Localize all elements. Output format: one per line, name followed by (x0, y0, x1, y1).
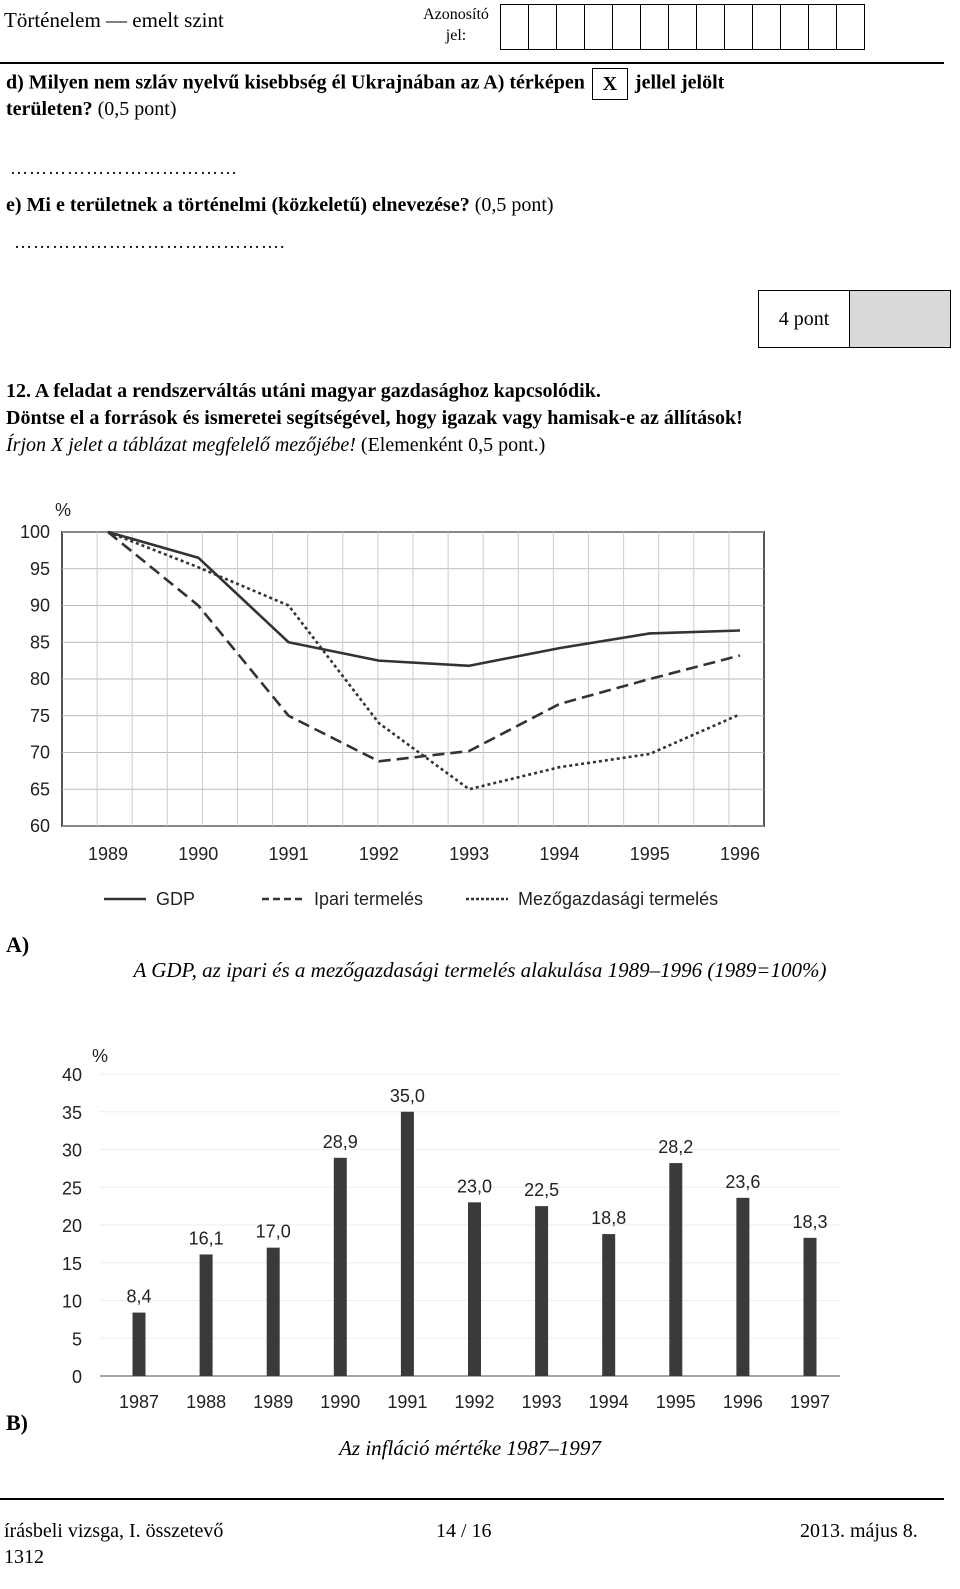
data-label: 17,0 (255, 1221, 291, 1242)
id-box[interactable] (669, 4, 697, 50)
x-tick-label: 1989 (87, 844, 129, 864)
footer-left: írásbeli vizsga, I. összetevő (4, 1520, 224, 1542)
bar-chart (0, 1040, 960, 1420)
x-tick-label: 1997 (789, 1392, 831, 1412)
id-box[interactable] (557, 4, 585, 50)
task-line1: 12. A feladat a rendszerváltás utáni magyar gazdasághoz kapcsolódik. (6, 380, 601, 402)
data-label: 16,1 (188, 1228, 224, 1249)
y-tick-label: 10 (61, 1291, 82, 1312)
bar (401, 1112, 414, 1376)
bar (133, 1313, 146, 1376)
id-box[interactable] (781, 4, 809, 50)
x-tick-label: 1994 (539, 844, 580, 864)
x-tick-label: 1995 (629, 844, 670, 864)
id-label: Azonosító jel: (423, 6, 489, 44)
question-e-text: e) Mi e területnek a történelmi (közkeletű) elnevezése? (6, 194, 470, 216)
bar (535, 1206, 548, 1376)
question-d (6, 68, 946, 100)
task-line3-italic: Írjon X jelet a táblázat megfelelő mezőjébe! (6, 434, 356, 456)
bar (736, 1198, 749, 1376)
x-tick-label: 1989 (253, 1392, 294, 1412)
header-title: Történelem — emelt szint (4, 8, 224, 32)
y-axis-label: % (55, 500, 72, 520)
y-tick-label: 80 (29, 669, 50, 689)
y-tick-label: 20 (61, 1216, 82, 1236)
task-12 (6, 378, 946, 459)
y-tick-label: 70 (29, 742, 50, 763)
id-box[interactable] (697, 4, 725, 50)
y-tick-label: 15 (61, 1253, 82, 1274)
y-tick-label: 90 (29, 595, 50, 616)
footer-page: 14 / 16 (436, 1520, 492, 1542)
data-label: 8,4 (126, 1286, 152, 1307)
data-label: 35,0 (389, 1085, 425, 1106)
x-tick-label: 1991 (387, 1392, 428, 1412)
data-label: 28,2 (658, 1137, 694, 1158)
data-label: 23,0 (456, 1176, 493, 1197)
footer-left-code: 1312 (4, 1546, 44, 1568)
task-line2: Döntse el a források és ismeretei segítségével, hogy igazak vagy hamisak-e az állítások! (6, 407, 743, 429)
id-box[interactable] (809, 4, 837, 50)
id-box[interactable] (837, 4, 865, 50)
y-tick-label: 75 (29, 705, 50, 726)
x-tick-label: 1993 (449, 844, 490, 864)
x-tick-label: 1991 (268, 844, 309, 864)
y-tick-label: 60 (29, 816, 50, 836)
bar (334, 1158, 347, 1376)
y-tick-label: 40 (61, 1065, 82, 1085)
bar (669, 1163, 682, 1376)
id-box[interactable] (529, 4, 557, 50)
y-tick-label: 25 (61, 1178, 82, 1199)
bar (804, 1238, 817, 1376)
bar (200, 1254, 213, 1376)
chart-b-letter: B) (6, 1410, 28, 1435)
id-box[interactable] (641, 4, 669, 50)
id-box[interactable] (753, 4, 781, 50)
id-box[interactable] (725, 4, 753, 50)
score-field[interactable] (850, 291, 950, 347)
y-tick-label: 65 (29, 779, 50, 800)
data-label: 18,8 (591, 1208, 627, 1229)
y-tick-label: 5 (71, 1329, 82, 1350)
question-d-text: d) Milyen nem szláv nyelvű kisebbség él Ukrajnában az A) térképen (6, 71, 585, 94)
answer-line-d[interactable]: ……………………………… (10, 158, 238, 178)
x-tick-label: 1993 (521, 1392, 562, 1412)
y-tick-label: 0 (71, 1367, 82, 1387)
y-tick-label: 35 (61, 1102, 82, 1123)
chart-a-letter: A) (6, 932, 30, 957)
line-chart (0, 490, 960, 930)
id-box[interactable] (501, 4, 529, 50)
legend-label: GDP (156, 889, 196, 909)
data-label: 18,3 (792, 1211, 828, 1232)
id-box[interactable] (613, 4, 641, 50)
y-tick-label: 100 (19, 522, 50, 542)
footer-date: 2013. május 8. (800, 1520, 918, 1542)
question-d-bold: területen? (6, 98, 93, 120)
score-label: 4 pont (759, 291, 850, 347)
x-marker: X (592, 68, 628, 100)
score-box (758, 290, 951, 348)
x-tick-label: 1988 (186, 1392, 227, 1412)
bar (602, 1234, 615, 1376)
id-boxes[interactable] (500, 4, 865, 50)
legend-label: Ipari termelés (314, 889, 424, 909)
y-tick-label: 85 (29, 632, 50, 653)
chart-b-caption: Az infláció mértéke 1987–1997 (339, 1436, 601, 1460)
id-box[interactable] (585, 4, 613, 50)
bar (468, 1202, 481, 1376)
x-tick-label: 1992 (358, 844, 399, 864)
data-label: 28,9 (322, 1131, 358, 1152)
task-line3-normal: (Elemenként 0,5 pont.) (360, 434, 546, 456)
question-d-points: (0,5 pont) (97, 98, 177, 120)
question-d-line2 (6, 98, 177, 121)
x-tick-label: 1996 (719, 844, 761, 864)
footer-rule (0, 1498, 944, 1500)
bar (267, 1248, 280, 1376)
question-e (6, 194, 554, 217)
x-tick-label: 1992 (454, 1392, 495, 1412)
y-tick-label: 30 (61, 1140, 82, 1161)
answer-line-e[interactable]: ……………………………………. (14, 232, 286, 252)
y-tick-label: 95 (29, 558, 50, 579)
x-tick-label: 1994 (588, 1392, 629, 1412)
data-label: 23,6 (725, 1171, 761, 1192)
x-tick-label: 1990 (178, 844, 219, 864)
x-tick-label: 1990 (320, 1392, 361, 1412)
x-tick-label: 1987 (118, 1392, 160, 1412)
legend-label: Mezőgazdasági termelés (518, 889, 719, 909)
x-tick-label: 1996 (722, 1392, 763, 1412)
y-axis-label: % (92, 1046, 109, 1066)
question-e-points: (0,5 pont) (474, 194, 554, 216)
chart-a-caption: A GDP, az ipari és a mezőgazdasági termelés alakulása 1989–1996 (1989=100%) (133, 958, 827, 982)
data-label: 22,5 (524, 1180, 560, 1201)
x-tick-label: 1995 (655, 1392, 696, 1412)
header-rule (0, 62, 944, 64)
question-d-text-after: jellel jelölt (634, 71, 725, 94)
